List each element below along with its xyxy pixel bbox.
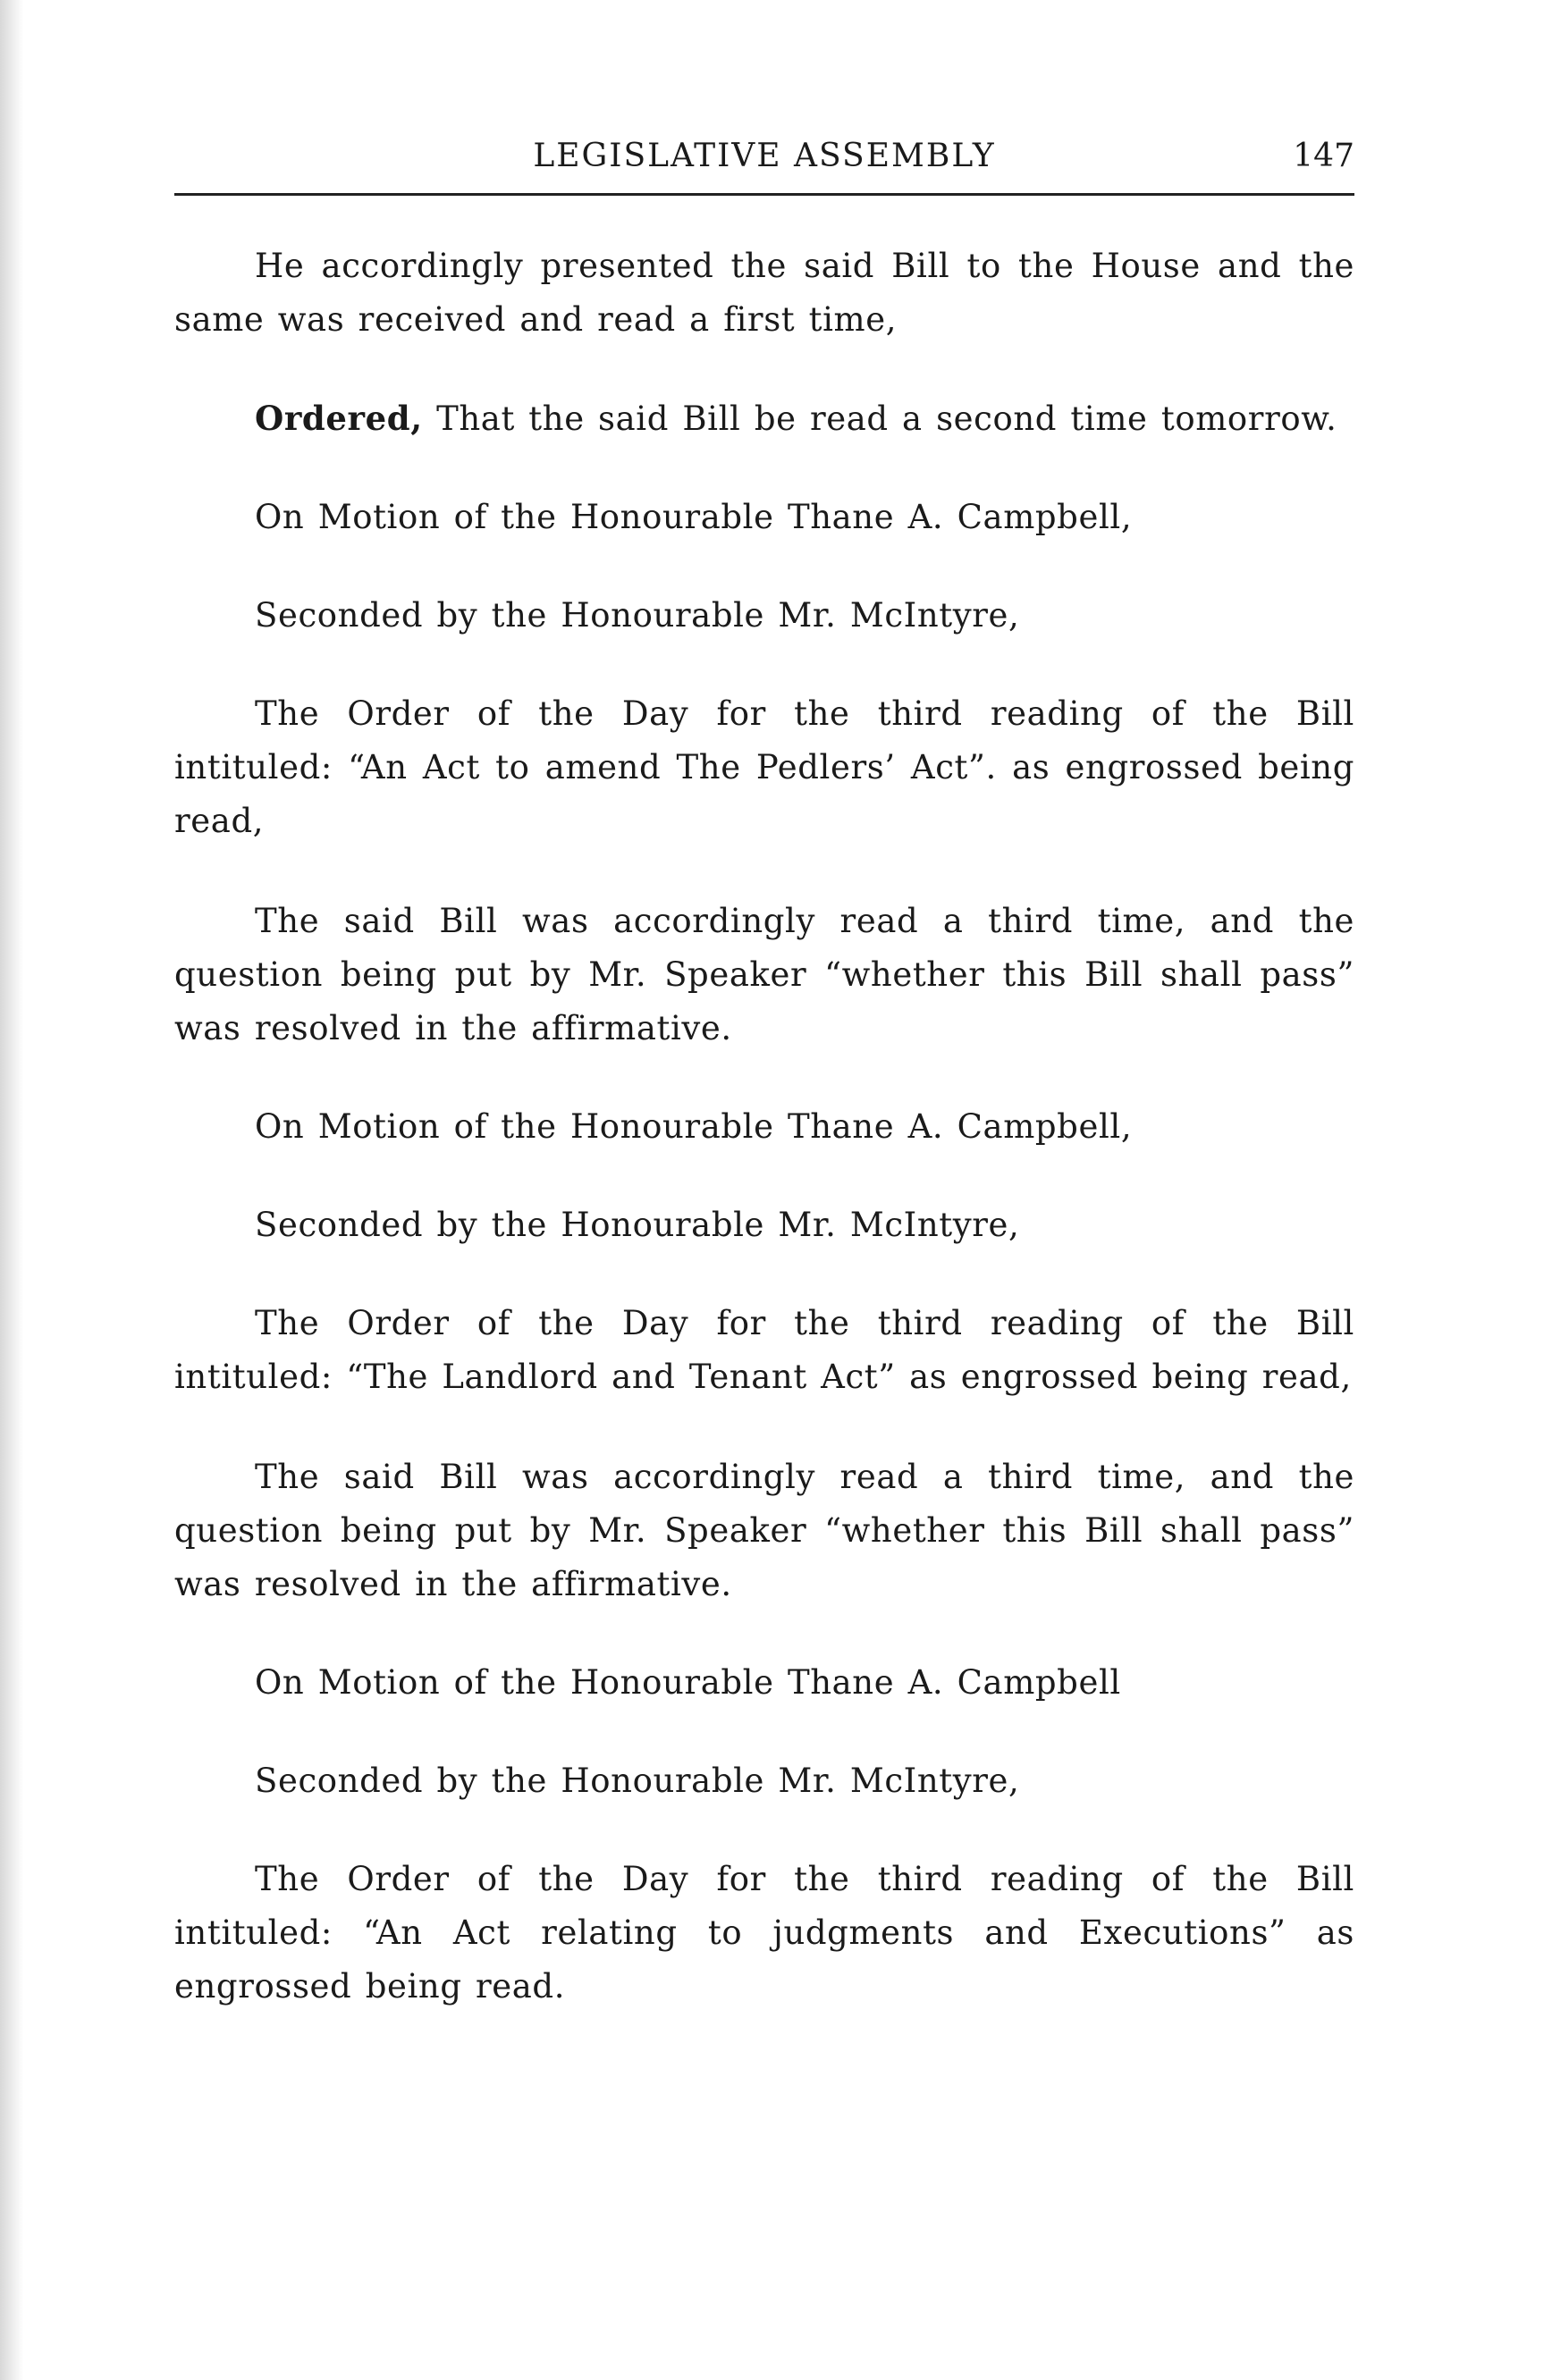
paragraph-bill-presented bbox=[174, 240, 1354, 347]
paragraph-third-reading-1 bbox=[174, 895, 1354, 1055]
paragraph-order-of-day-1 bbox=[174, 687, 1354, 848]
paragraph-third-reading-2 bbox=[174, 1451, 1354, 1611]
header-rule bbox=[174, 193, 1354, 196]
paragraph-seconded-3 bbox=[174, 1754, 1354, 1808]
paragraph-text: The Order of the Day for the third reading of the Bill intituled: “An Act to amend The Pedlers’ Act”. as engrossed being read, bbox=[174, 694, 1354, 840]
paragraph-text: The said Bill was accordingly read a third time, and the question being put by Mr. Speaker “whether this Bill shall pass” was resolved in the affirmative. bbox=[174, 902, 1354, 1047]
paragraph-text: Seconded by the Honourable Mr. McIntyre, bbox=[255, 1762, 1020, 1800]
paragraph-text: The Order of the Day for the third reading of the Bill intituled: “An Act relating to judgments and Executions” as engrossed being read. bbox=[174, 1860, 1354, 2006]
paragraph-motion-2 bbox=[174, 1100, 1354, 1154]
paragraph-text: On Motion of the Honourable Thane A. Campbell, bbox=[255, 1107, 1133, 1146]
paragraph-ordered bbox=[174, 391, 1354, 446]
page-gutter-shadow bbox=[0, 0, 23, 2380]
paragraph-text: Seconded by the Honourable Mr. McIntyre, bbox=[255, 1206, 1020, 1244]
running-title: LEGISLATIVE ASSEMBLY bbox=[533, 138, 996, 174]
paragraph-seconded-1 bbox=[174, 589, 1354, 643]
paragraph-text: The said Bill was accordingly read a third time, and the question being put by Mr. Speaker “whether this Bill shall pass” was resolved in the affirmative. bbox=[174, 1458, 1354, 1603]
paragraph-order-of-day-3 bbox=[174, 1853, 1354, 2014]
paragraph-text: On Motion of the Honourable Thane A. Campbell bbox=[255, 1663, 1121, 1702]
paragraph-text: That the said Bill be read a second time tomorrow. bbox=[422, 399, 1337, 438]
document-page bbox=[174, 0, 1354, 2380]
running-head bbox=[174, 134, 1354, 188]
paragraph-motion-1 bbox=[174, 491, 1354, 544]
paragraph-text: He accordingly presented the said Bill to the House and the same was received and read a first time, bbox=[174, 247, 1354, 339]
paragraph-motion-3 bbox=[174, 1656, 1354, 1710]
paragraph-order-of-day-2 bbox=[174, 1297, 1354, 1404]
document-body bbox=[174, 240, 1354, 2014]
paragraph-text: Seconded by the Honourable Mr. McIntyre, bbox=[255, 596, 1020, 635]
paragraph-seconded-2 bbox=[174, 1198, 1354, 1252]
page-number: 147 bbox=[1293, 138, 1354, 174]
paragraph-lead: Ordered, bbox=[255, 399, 423, 438]
paragraph-text: The Order of the Day for the third reading of the Bill intituled: “The Landlord and Tenant Act” as engrossed being read, bbox=[174, 1304, 1354, 1396]
paragraph-text: On Motion of the Honourable Thane A. Campbell, bbox=[255, 498, 1133, 536]
